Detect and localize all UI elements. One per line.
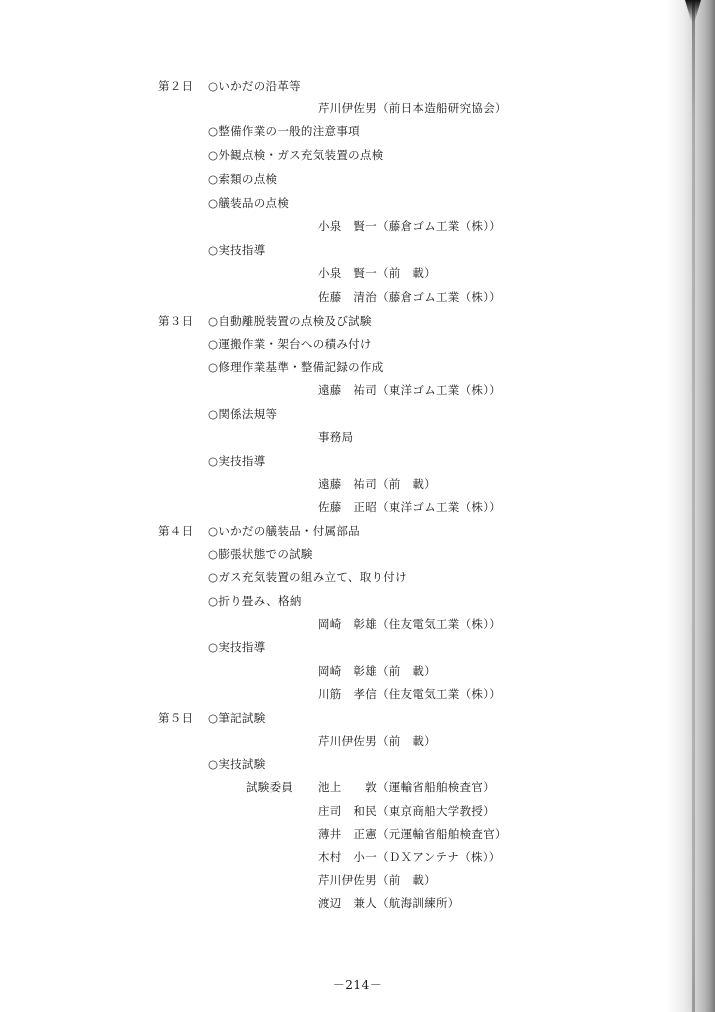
schedule-item: ○艤装品の点検 (208, 196, 290, 210)
examiner: 木村 小一（ＤＸアンテナ（株）） (318, 850, 501, 864)
schedule-item: ○自動離脱装置の点検及び試験 (208, 314, 372, 328)
examiner: 渡辺 兼人（航海訓練所） (318, 896, 460, 910)
schedule-item: ○実技指導 (208, 243, 266, 257)
schedule-item: ○運搬作業・架台への積み付け (208, 337, 372, 351)
schedule-item: ○実技指導 (208, 454, 266, 468)
schedule-item: ○索類の点検 (208, 172, 278, 186)
binding-edge (692, 0, 695, 1012)
instructor: 芹川伊佐男（前 載） (318, 734, 436, 748)
schedule-item: ○実技試験 (208, 757, 266, 771)
examiners-label: 試験委員 (246, 780, 294, 794)
instructor: 小泉 賢一（藤倉ゴム工業（株）） (318, 219, 502, 233)
examiner: 芹川伊佐男（前 載） (318, 873, 436, 887)
day-4-label: 第４日 (158, 524, 194, 538)
day-2-label: 第２日 (158, 79, 194, 93)
examiner: 薄井 正憲（元運輸省船舶検査官） (318, 827, 507, 841)
instructor: 小泉 賢一（前 載） (318, 266, 436, 280)
instructor: 事務局 (318, 430, 354, 444)
examiner: 池上 敦（運輸省船舶検査官） (318, 780, 495, 794)
page-number: －214－ (332, 978, 383, 992)
examiner: 庄司 和民（東京商船大学教授） (318, 804, 495, 818)
schedule-item: ○修理作業基準・整備記録の作成 (208, 360, 384, 374)
instructor: 遠藤 祐司（前 載） (318, 477, 436, 491)
instructor: 岡崎 彰雄（住友電気工業（株）） (318, 617, 502, 631)
instructor: 佐藤 清治（藤倉ゴム工業（株）） (318, 290, 502, 304)
day-3-label: 第３日 (158, 314, 194, 328)
schedule-item: ○折り畳み、格納 (208, 594, 302, 608)
instructor: 川筋 孝信（住友電気工業（株）） (318, 687, 502, 701)
schedule-item: ○関係法規等 (208, 407, 278, 421)
schedule-item: ○実技指導 (208, 640, 266, 654)
instructor: 佐藤 正昭（東洋ゴム工業（株）） (318, 500, 502, 514)
instructor: 遠藤 祐司（東洋ゴム工業（株）） (318, 383, 502, 397)
instructor: 芹川伊佐男（前日本造船研究協会） (318, 101, 507, 115)
book-binding-shadow (667, 0, 715, 1012)
schedule-item: ○外観点検・ガス充気装置の点検 (208, 148, 384, 162)
instructor: 岡崎 彰雄（前 載） (318, 664, 436, 678)
schedule-item: ○いかだの沿革等 (208, 79, 301, 93)
schedule-item: ○いかだの艤装品・付属部品 (208, 524, 360, 538)
schedule-item: ○ガス充気装置の組み立て、取り付け (208, 570, 407, 584)
schedule-item: ○膨張状態での試験 (208, 547, 313, 561)
schedule-item: ○筆記試験 (208, 711, 266, 725)
day-5-label: 第５日 (158, 711, 194, 725)
schedule-item: ○整備作業の一般的注意事項 (208, 124, 360, 138)
